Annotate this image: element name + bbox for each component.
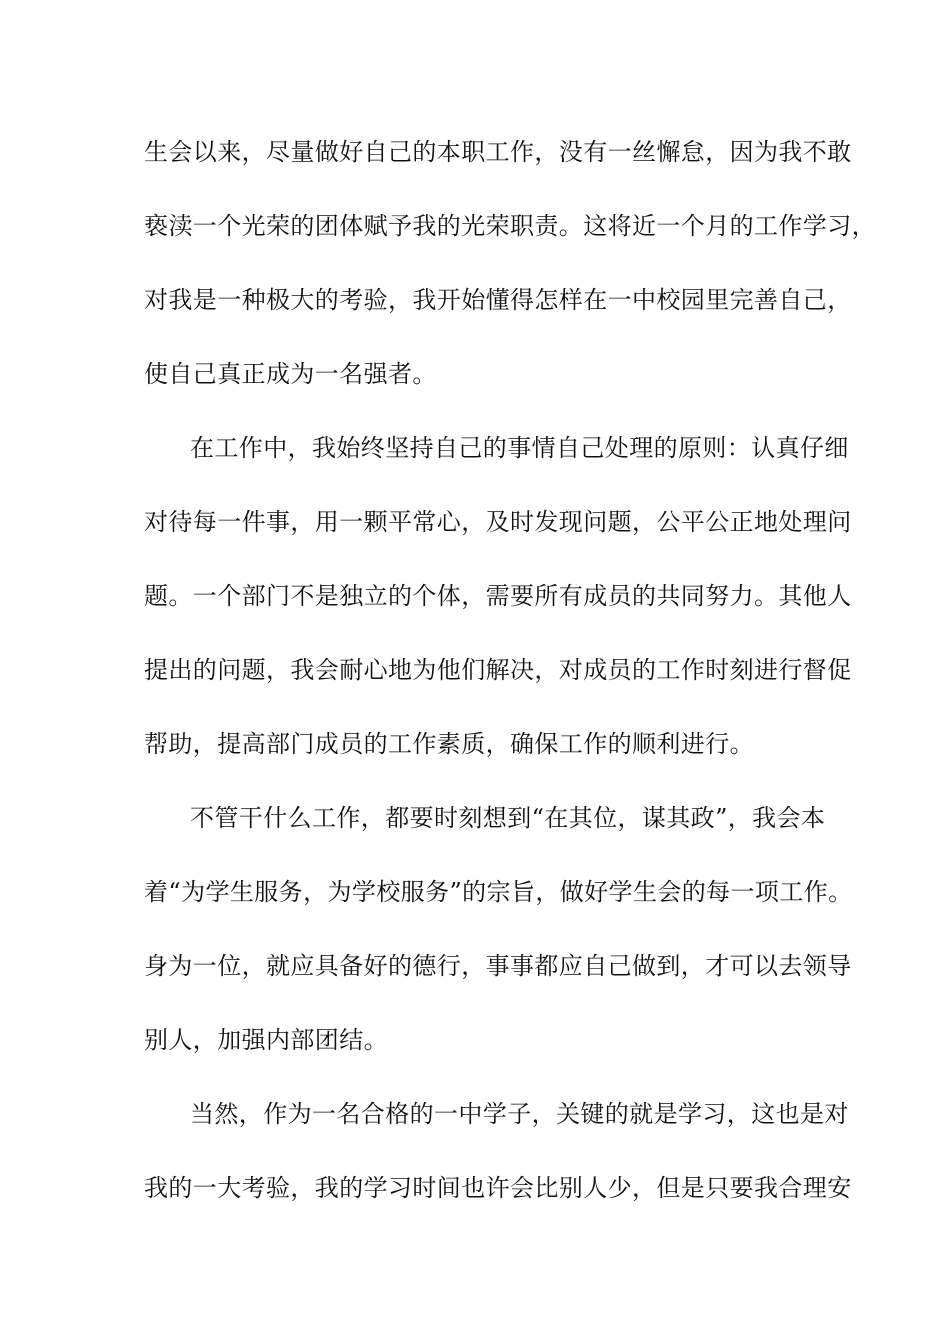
text-line: 生会以来，尽量做好自己的本职工作，没有一丝懈怠，因为我不敢 — [144, 138, 852, 166]
text-line: 帮助，提高部门成员的工作素质，确保工作的顺利进行。 — [144, 730, 754, 758]
text-line: 着“为学生服务，为学校服务”的宗旨，做好学生会的每一项工作。 — [144, 878, 853, 906]
text-line: 身为一位，就应具备好的德行，事事都应自己做到，才可以去领导 — [144, 952, 852, 980]
text-line: 亵渎一个光荣的团体赋予我的光荣职责。这将近一个月的工作学习， — [144, 212, 876, 240]
text-line: 对待每一件事，用一颗平常心，及时发现问题，公平公正地处理问 — [144, 508, 852, 536]
paragraph-first-line: 不管干什么工作，都要时刻想到“在其位，谋其政”，我会本 — [190, 804, 826, 832]
text-line: 题。一个部门不是独立的个体，需要所有成员的共同努力。其他人 — [144, 582, 852, 610]
text-line: 对我是一种极大的考验，我开始懂得怎样在一中校园里完善自己， — [144, 286, 852, 314]
text-line: 我的一大考验，我的学习时间也许会比别人少，但是只要我合理安 — [144, 1174, 852, 1202]
text-line: 别人，加强内部团结。 — [144, 1026, 388, 1054]
paragraph-first-line: 当然，作为一名合格的一中学子，关键的就是学习，这也是对 — [190, 1100, 849, 1128]
text-line: 使自己真正成为一名强者。 — [144, 360, 437, 388]
paragraph-first-line: 在工作中，我始终坚持自己的事情自己处理的原则：认真仔细 — [190, 434, 849, 462]
text-line: 提出的问题，我会耐心地为他们解决，对成员的工作时刻进行督促 — [144, 656, 852, 684]
